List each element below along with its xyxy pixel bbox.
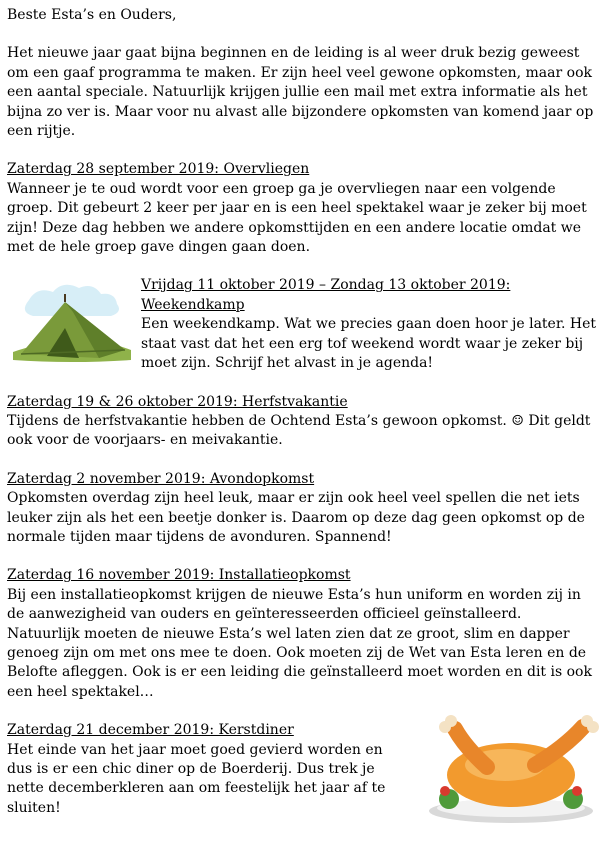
- event-heading: Zaterdag 19 & 26 oktober 2019: Herfstvakantie: [7, 393, 348, 410]
- event-heading: Zaterdag 21 december 2019: Kerstdiner: [7, 722, 294, 739]
- tent-icon: [7, 278, 135, 364]
- event-herfstvakantie: [7, 393, 597, 451]
- event-body: Wanneer je te oud wordt voor een groep ga je overvliegen naar een volgende groep. Dit gebeurt 2 keer per jaar en is een heel spektakel waar je zeker bij moet zijn! Deze dag hebben we andere opkomsttijden en een andere locatie omdat we met de hele groep gave dingen gaan doen.: [7, 180, 587, 256]
- event-body: Een weekendkamp. Wat we precies gaan doen hoor je later. Het staat vast dat het een erg tof weekend wordt waar je zeker bij moet zijn. Schrijf het alvast in je agenda!: [141, 316, 596, 372]
- event-heading: Vrijdag 11 oktober 2019 – Zondag 13 oktober 2019: Weekendkamp: [141, 277, 511, 313]
- event-overvliegen: [7, 160, 597, 257]
- event-body: Het einde van het jaar moet goed gevierd worden en dus is er een chic diner op de Boerderij. Dus trek je nette decemberkleren aan om feestelijk het jaar af te sluiten!: [7, 741, 386, 816]
- letter: [7, 6, 597, 837]
- event-heading: Zaterdag 28 september 2019: Overvliegen: [7, 161, 310, 178]
- roast-turkey-icon: [415, 707, 604, 825]
- greeting: Beste Esta’s en Ouders,: [7, 7, 177, 23]
- event-heading: Zaterdag 2 november 2019: Avondopkomst: [7, 470, 315, 487]
- intro-paragraph: Het nieuwe jaar gaat bijna beginnen en de leiding is al weer druk bezig geweest om een gaaf programma te maken. Er zijn heel veel gewone opkomsten, maar ook een aantal speciale. Natuurlijk krijgen jullie een mail met extra informatie als het bijna zo ver is. Maar voor nu alvast alle bijzondere opkomsten van komend jaar op een rijtje.: [7, 45, 594, 140]
- event-body: Opkomsten overdag zijn heel leuk, maar er zijn ook heel veel spellen die net iets leuker zijn als het een beetje donker is. Daarom op deze dag geen opkomst op de normale tijden maar tijdens de avonduren. Spannend!: [7, 490, 585, 545]
- event-installatieopkomst: [7, 566, 597, 702]
- event-avondopkomst: [7, 470, 597, 548]
- event-heading: Zaterdag 16 november 2019: Installatieopkomst: [7, 567, 351, 584]
- event-kerstdiner: [7, 721, 597, 818]
- event-body: Tijdens de herfstvakantie hebben de Ochtend Esta’s gewoon opkomst. ☺ Dit geldt ook voor de voorjaars- en meivakantie.: [7, 412, 591, 449]
- event-body: Bij een installatieopkomst krijgen de nieuwe Esta’s hun uniform en worden zij in de aanwezigheid van ouders en geïnteresseerden officieel geïnstalleerd. Natuurlijk moeten de nieuwe Esta’s wel laten zien dat ze groot, slim en dapper genoeg zijn om met ons mee te doen. Ook moeten zij de Wet van Esta leren en de Belofte afleggen. Ook is er een leiding die geïnstalleerd moet worden en dit is ook een heel spektakel…: [7, 586, 592, 700]
- event-weekendkamp: [7, 276, 597, 373]
